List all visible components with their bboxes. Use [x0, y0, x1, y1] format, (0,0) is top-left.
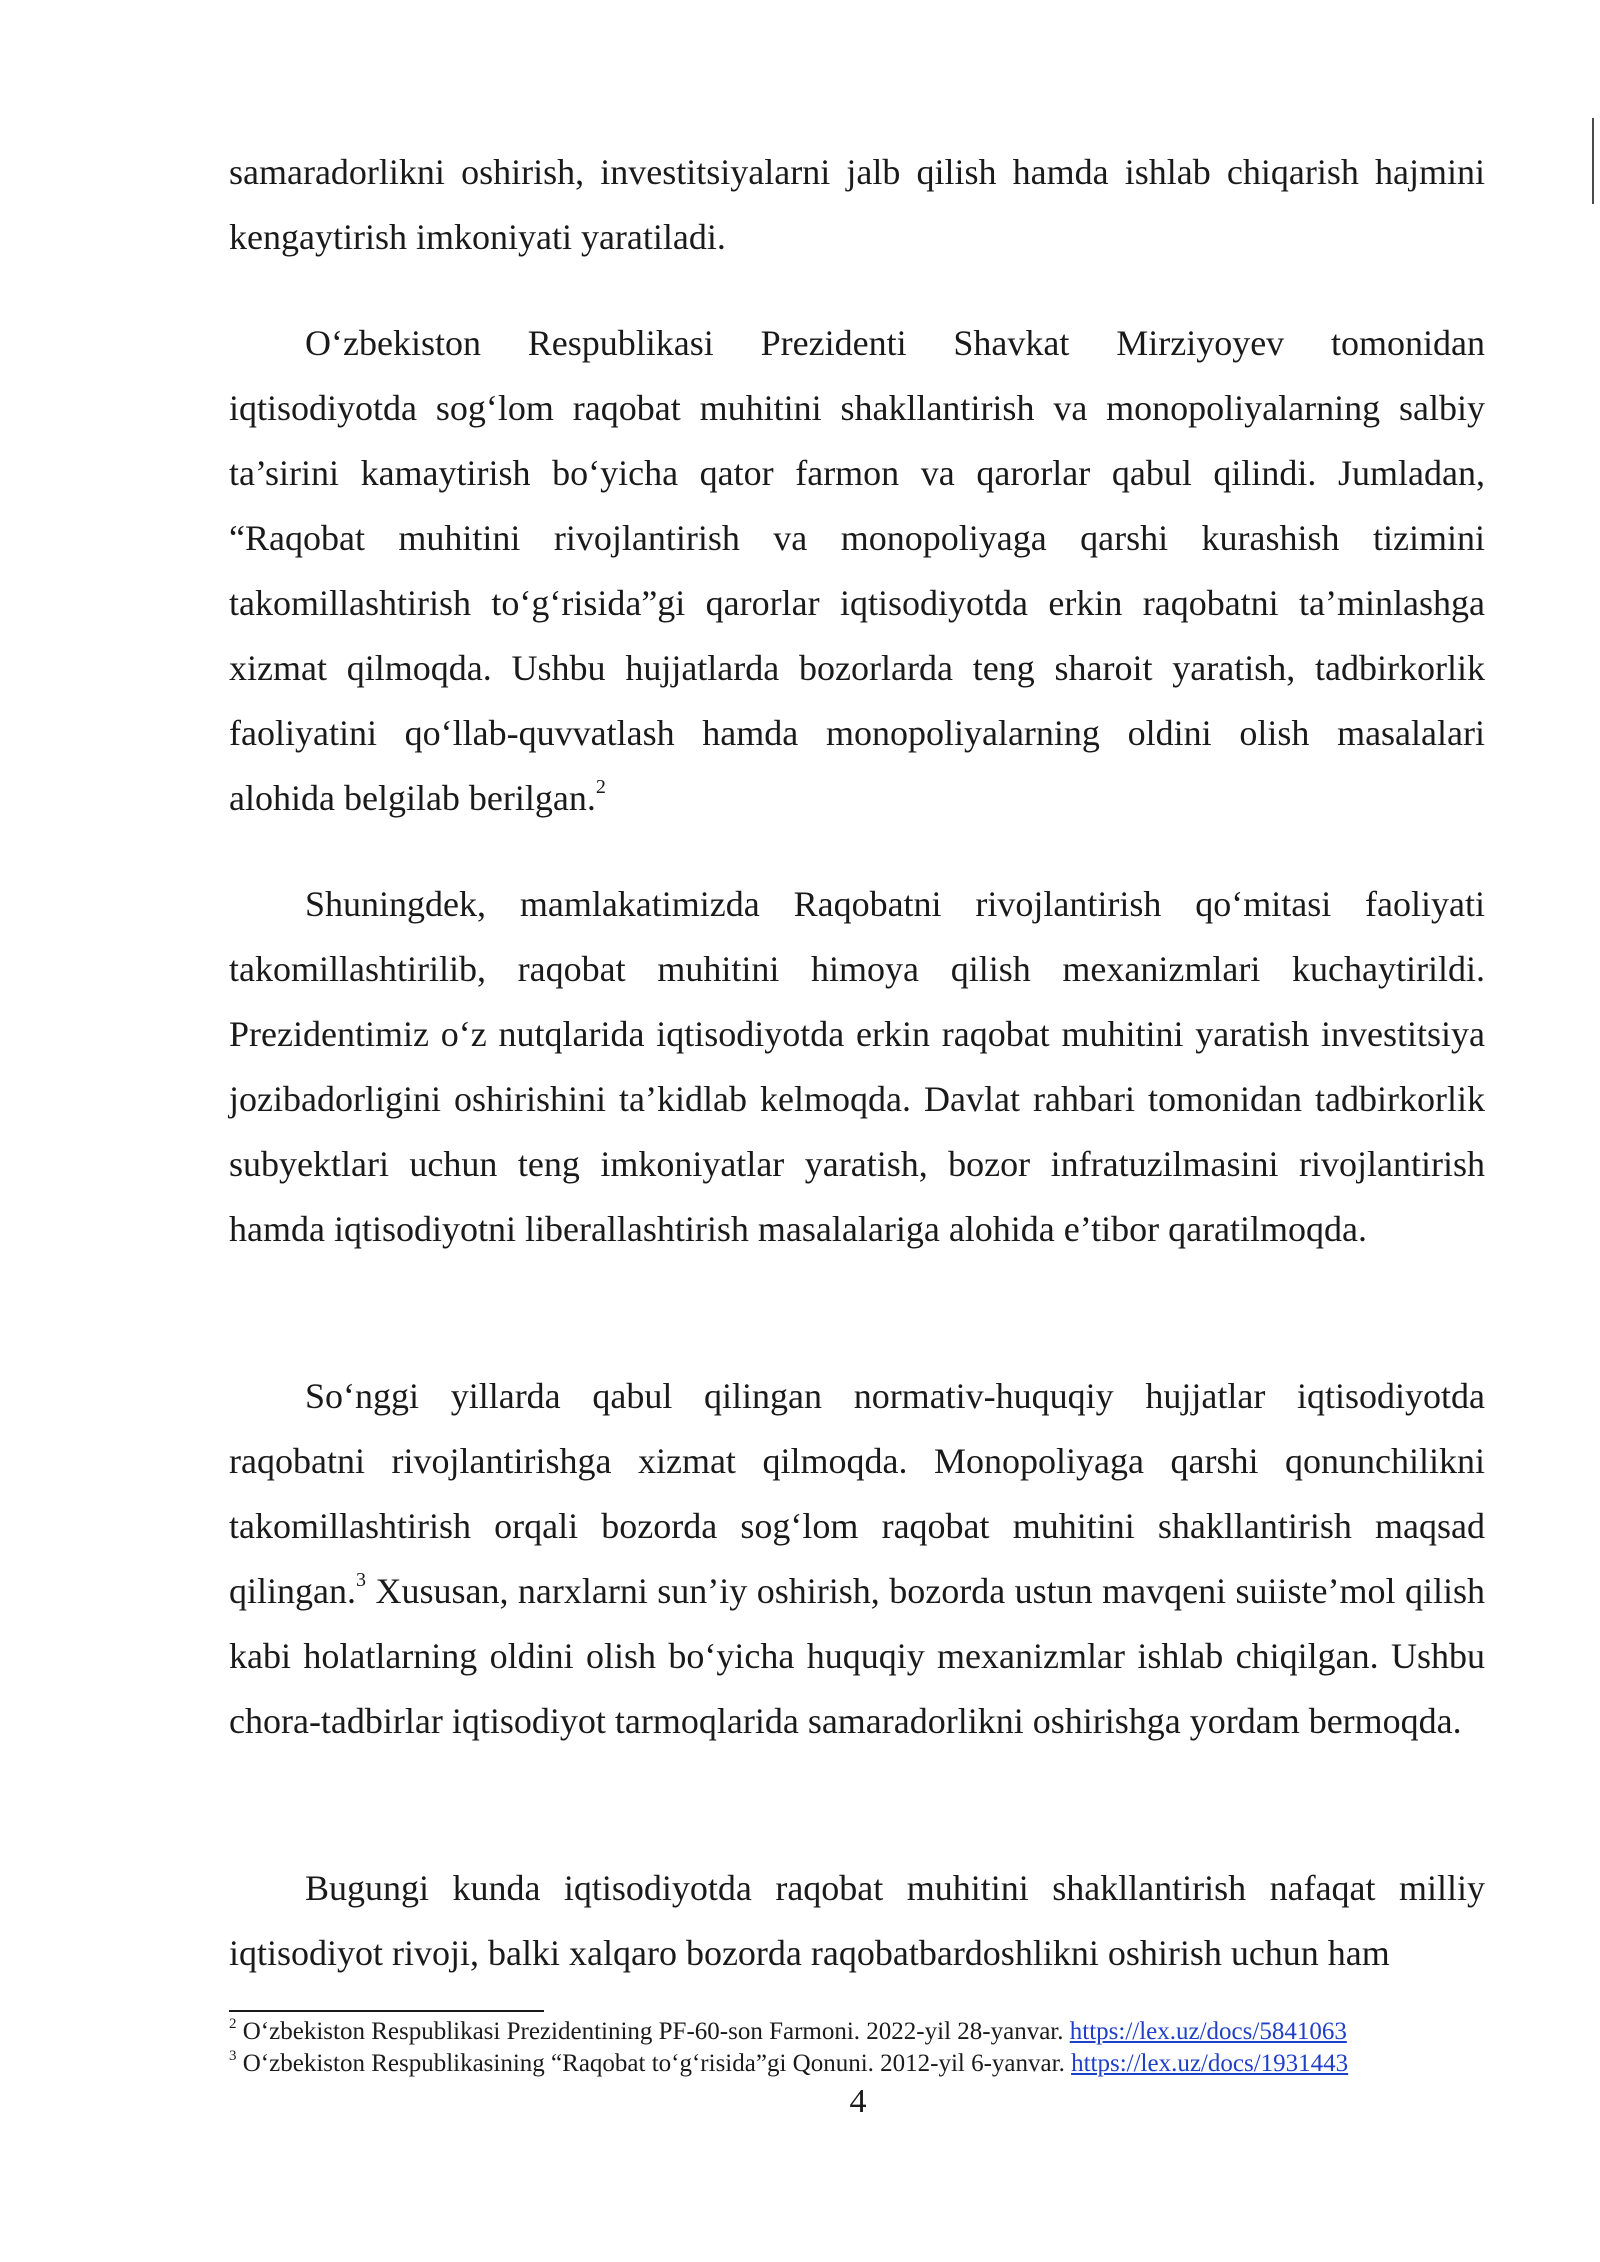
- paragraph-4: [229, 1856, 1485, 1986]
- footnote-link[interactable]: https://lex.uz/docs/5841063: [1069, 2018, 1347, 2045]
- footnote-text: O‘zbekiston Respublikasining “Raqobat to‘g‘risida”gi Qonuni. 2012-yil 6-yanvar.: [236, 2050, 1072, 2077]
- paragraph-text: So‘nggi yillarda qabul qilingan normativ-huquqiy hujjatlar iqtisodiyotda raqobatni rivojlantirishga xizmat qilmoqda. Monopoliyaga qarshi qonunchilikni takomillashtirish orqali bozorda sog‘lom raqobat muhitini shakllantirish maqsad qilingan.: [229, 1376, 1485, 1611]
- paragraph-text: samaradorlikni oshirish, investitsiyalarni jalb qilish hamda ishlab chiqarish hajmini kengaytirish imkoniyati yaratiladi.: [229, 152, 1485, 257]
- page-edge-mark: [1592, 118, 1594, 204]
- footnote-text: O‘zbekiston Respublikasi Prezidentining PF-60-son Farmoni. 2022-yil 28-yanvar.: [236, 2018, 1070, 2045]
- footnote-number: 3: [229, 2047, 237, 2064]
- paragraph-1: [229, 311, 1485, 831]
- footnote-link[interactable]: https://lex.uz/docs/1931443: [1071, 2050, 1349, 2077]
- paragraph-text: O‘zbekiston Respublikasi Prezidenti Shavkat Mirziyoyev tomonidan iqtisodiyotda sog‘lom raqobat muhitini shakllantirish va monopoliyalarning salbiy ta’sirini kamaytirish bo‘yicha qator farmon va qarorlar qabul qilindi. Jumladan, “Raqobat muhitini rivojlantirish va monopoliyaga qarshi kurashish tizimini takomillashtirish to‘g‘risida”gi qarorlar iqtisodiyotda erkin raqobatni ta’minlashga xizmat qilmoqda. Ushbu hujjatlarda bozorlarda teng sharoit yaratish, tadbirkorlik faoliyatini qo‘llab-quvvatlash hamda monopoliyalarning oldini olish masalalari alohida belgilab berilgan.: [229, 323, 1485, 818]
- page-number: 4: [849, 2083, 867, 2120]
- paragraph-continued: [229, 140, 1485, 270]
- footnote-number: 2: [229, 2015, 237, 2032]
- footnote-ref-3[interactable]: 3: [355, 1569, 366, 1591]
- paragraph-text: Shuningdek, mamlakatimizda Raqobatni rivojlantirish qo‘mitasi faoliyati takomillashtirilib, raqobat muhitini himoya qilish mexanizmlari kuchaytirildi. Prezidentimiz o‘z nutqlarida iqtisodiyotda erkin raqobat muhitini yaratish investitsiya jozibadorligini oshirishini ta’kidlab kelmoqda. Davlat rahbari tomonidan tadbirkorlik subyektlari uchun teng imkoniyatlar yaratish, bozor infratuzilmasini rivojlantirish hamda iqtisodiyotni liberallashtirish masalalariga alohida e’tibor qaratilmoqda.: [229, 884, 1485, 1249]
- paragraph-text: Bugungi kunda iqtisodiyotda raqobat muhitini shakllantirish nafaqat milliy iqtisodiyot rivoji, balki xalqaro bozorda raqobatbardoshlikni oshirish uchun ham: [229, 1868, 1485, 1973]
- footnote-separator: [229, 2010, 544, 2012]
- footnote-3: [229, 2048, 1529, 2080]
- footnote-ref-2[interactable]: 2: [595, 776, 606, 798]
- paragraph-text: Xususan, narxlarni sun’iy oshirish, bozorda ustun mavqeni suiiste’mol qilish kabi holatlarning oldini olish bo‘yicha huquqiy mexanizmlar ishlab chiqilgan. Ushbu chora-tadbirlar iqtisodiyot tarmoqlarida samaradorlikni oshirishga yordam bermoqda.: [229, 1571, 1485, 1741]
- footnote-2: [229, 2016, 1529, 2048]
- paragraph-3: [229, 1364, 1485, 1754]
- footnotes: [229, 2016, 1529, 2080]
- paragraph-2: [229, 872, 1485, 1262]
